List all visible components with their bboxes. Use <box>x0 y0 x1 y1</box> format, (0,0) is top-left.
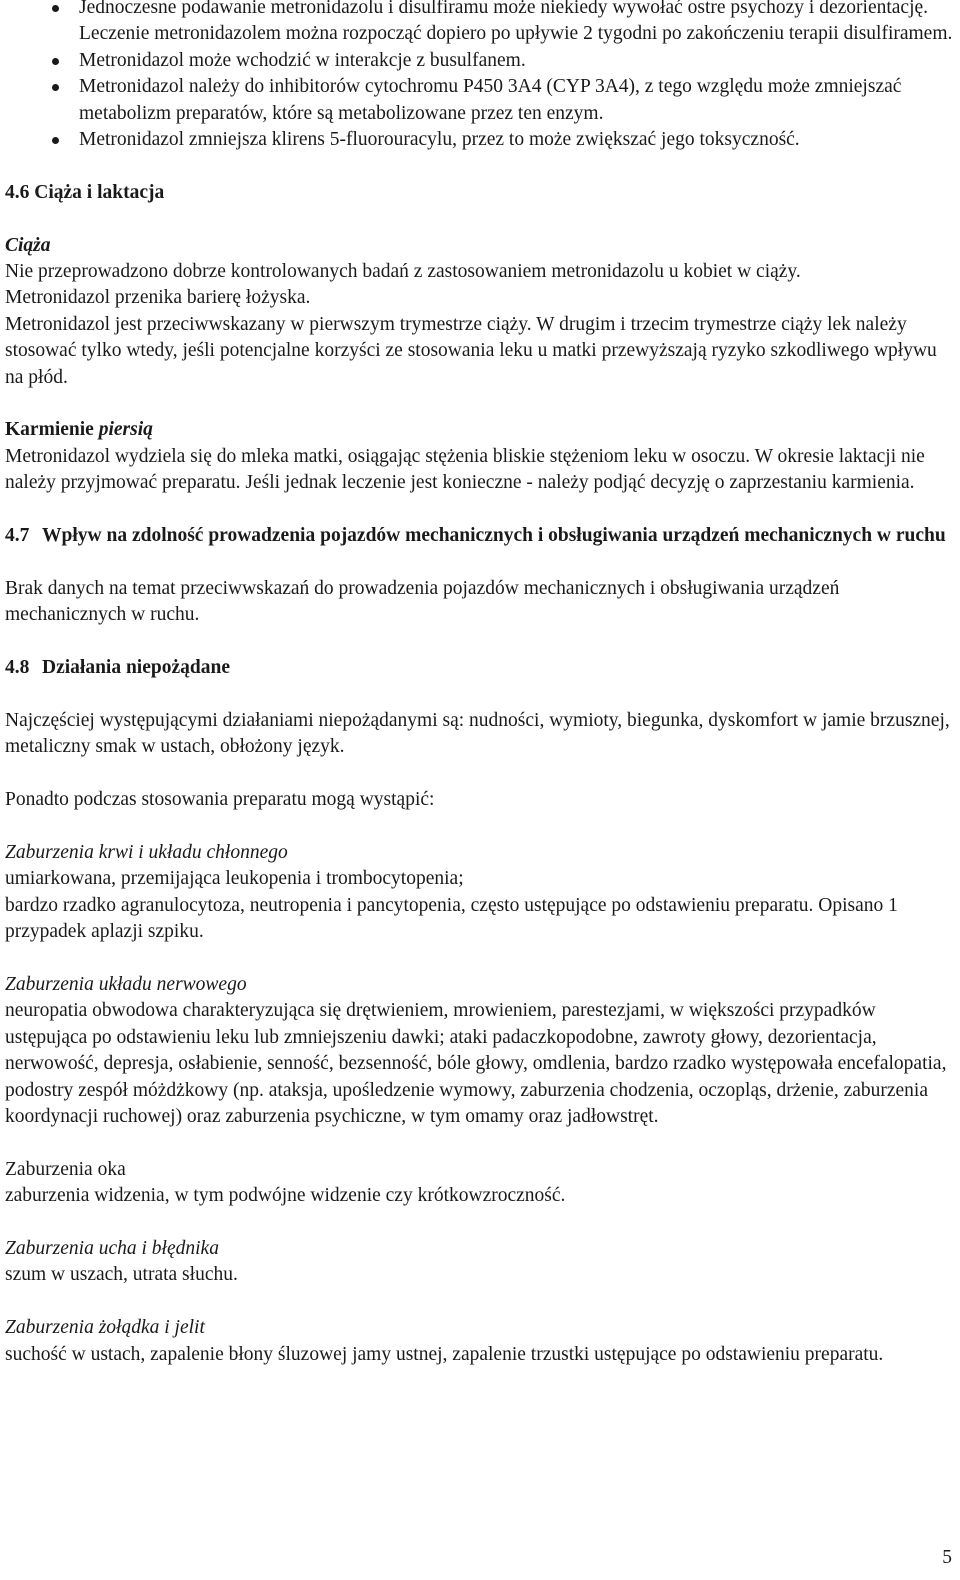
section-4-7-number: 4.7 <box>5 525 30 547</box>
page-content <box>5 0 955 1368</box>
adverse-effects-also: Ponadto podczas stosowania preparatu mogą wystąpić: <box>5 789 435 811</box>
group-heading-nervous: Zaburzenia układu nerwowego <box>5 973 247 995</box>
group-heading-eye: Zaburzenia oka <box>5 1158 126 1180</box>
group-heading-gastro: Zaburzenia żołądka i jelit <box>5 1317 205 1339</box>
bullet-item: Metronidazol może wchodzić w interakcje z busulfanem. <box>5 48 955 74</box>
group-line: umiarkowana, przemijająca leukopenia i trombocytopenia; <box>5 868 464 890</box>
page-number: 5 <box>942 1547 952 1568</box>
breastfeeding-text: Metronidazol wydziela się do mleka matki, osiągając stężenia bliskie stężeniom leku w osoczu. W okresie laktacji nie należy przyjmować preparatu. Jeśli jednak leczenie jest konieczne - należy podjąć decyzję o zaprzestaniu karmienia. <box>5 445 925 494</box>
group-line: suchość w ustach, zapalenie błony śluzowej jamy ustnej, zapalenie trzustki ustępujące po odstawieniu preparatu. <box>5 1343 884 1365</box>
section-4-8-title: Działania niepożądane <box>42 657 230 679</box>
adverse-effects-intro: Najczęściej występującymi działaniami niepożądanymi są: nudności, wymioty, biegunka, dyskomfort w jamie brzusznej, metaliczny smak w ustach, obłożony język. <box>5 709 950 758</box>
pregnancy-line: Nie przeprowadzono dobrze kontrolowanych badań z zastosowaniem metronidazolu u kobiet w ciąży. <box>5 261 801 283</box>
section-4-8-heading <box>5 655 955 681</box>
group-line: zaburzenia widzenia, w tym podwójne widzenie czy krótkowzroczność. <box>5 1185 566 1207</box>
breastfeeding-heading <box>5 417 955 443</box>
bullet-item: Metronidazol zmniejsza klirens 5-fluorouracylu, przez to może zwiększać jego toksyczność. <box>5 127 955 153</box>
section-4-8-number: 4.8 <box>5 657 30 679</box>
group-line: neuropatia obwodowa charakteryzująca się drętwieniem, mrowieniem, parestezjami, w większości przypadków ustępująca po odstawieniu leku lub zmniejszeniu dawki; ataki padaczkopodobne, zawroty głowy, dezorientacja, nerwowość, depresja, osłabienie, senność, bezsenność, bóle głowy, omdlenia, bardzo rzadko występowała encefalopatia, podostry zespół móżdżkowy (np. ataksja, upośledzenie wymowy, zaburzenia chodzenia, oczopląs, drżenie, zaburzenia koordynacji ruchowej) oraz zaburzenia psychiczne, w tym omamy oraz jadłowstręt. <box>5 1000 947 1127</box>
section-4-7-text: Brak danych na temat przeciwwskazań do prowadzenia pojazdów mechanicznych i obsługiwania urządzeń mechanicznych w ruchu. <box>5 577 840 626</box>
group-line: bardzo rzadko agranulocytoza, neutropenia i pancytopenia, często ustępujące po odstawieniu preparatu. Opisano 1 przypadek aplazji szpiku. <box>5 894 898 943</box>
pregnancy-line: Metronidazol jest przeciwwskazany w pierwszym trymestrze ciąży. W drugim i trzecim trymestrze ciąży lek należy stosować tylko wtedy, jeśli potencjalne korzyści ze stosowania leku u matki przewyższają ryzyko szkodliwego wpływu na płód. <box>5 313 937 388</box>
bullet-item: Metronidazol należy do inhibitorów cytochromu P450 3A4 (CYP 3A4), z tego względu może zmniejszać metabolizm preparatów, które są metabolizowane przez ten enzym. <box>5 74 955 127</box>
group-line: szum w uszach, utrata słuchu. <box>5 1264 238 1286</box>
pregnancy-heading: Ciąża <box>5 234 51 256</box>
breastfeeding-heading-part2: piersią <box>98 419 153 441</box>
section-4-7-heading <box>5 523 955 549</box>
bullet-item: Jednoczesne podawanie metronidazolu i disulfiramu może niekiedy wywołać ostre psychozy i dezorientację. Leczenie metronidazolem można rozpocząć dopiero po upływie 2 tygodni po zakończeniu terapii disulfiramem. <box>5 0 955 48</box>
section-4-6-title: 4.6 Ciąża i laktacja <box>5 181 165 203</box>
group-heading-ear: Zaburzenia ucha i błędnika <box>5 1237 219 1259</box>
interactions-bullet-list <box>5 0 955 153</box>
group-heading-blood: Zaburzenia krwi i układu chłonnego <box>5 841 288 863</box>
section-4-7-title: Wpływ na zdolność prowadzenia pojazdów mechanicznych i obsługiwania urządzeń mechanicznych w ruchu <box>42 525 946 547</box>
breastfeeding-heading-part1: Karmienie <box>5 419 94 441</box>
pregnancy-line: Metronidazol przenika barierę łożyska. <box>5 287 311 309</box>
